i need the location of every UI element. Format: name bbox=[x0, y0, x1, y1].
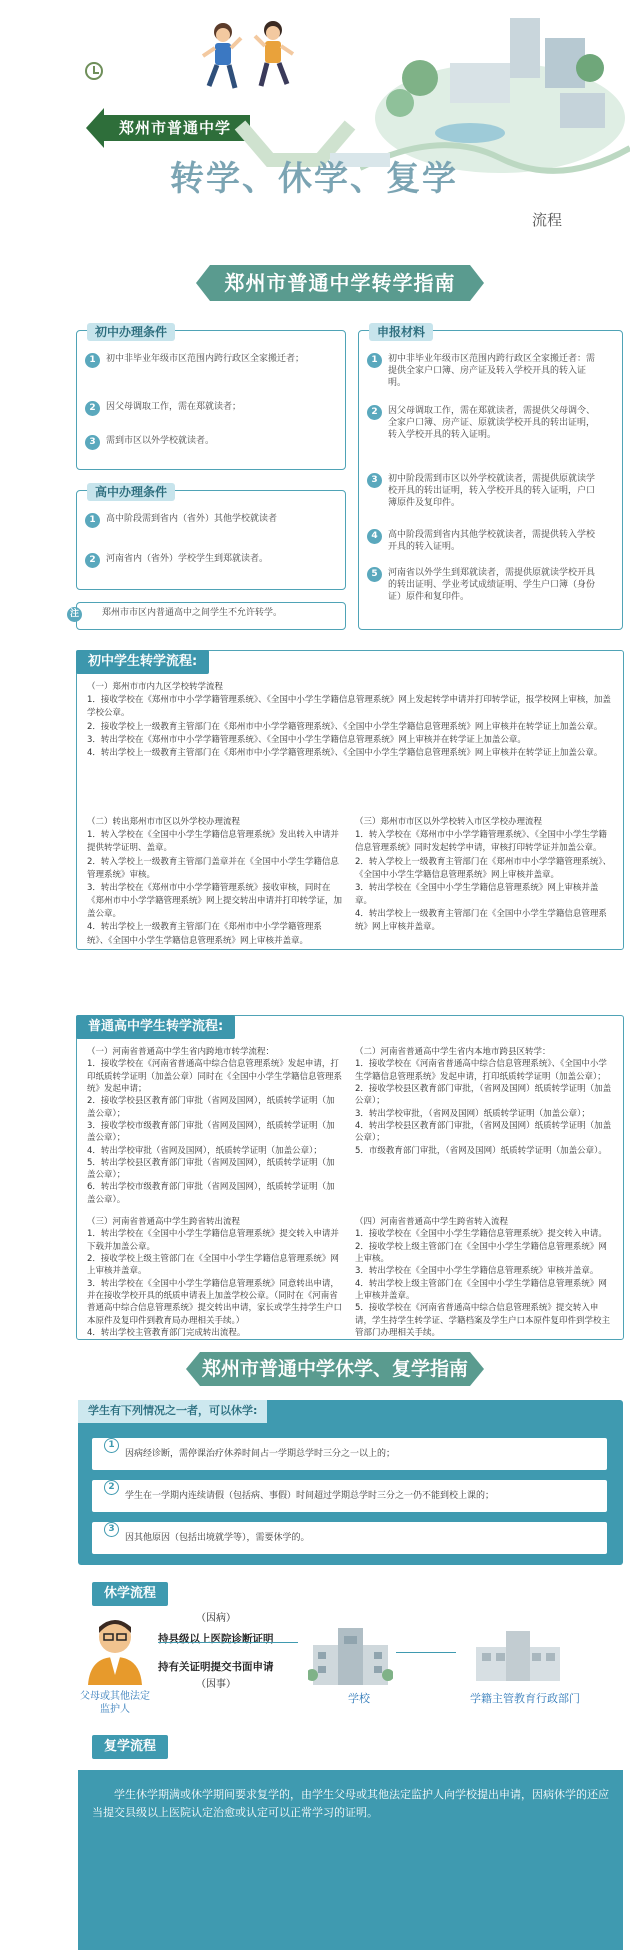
step-text: 6．转出学校市级教育部门审批（省网及国网），纸质转学证明（加盖公章）。 bbox=[87, 1182, 335, 1205]
doc-affairs: 持有关证明提交书面申请 bbox=[158, 1661, 274, 1673]
education-bureau-icon bbox=[468, 1625, 568, 1685]
step-text: 3．转出学校在《全国中小学生学籍信息管理系统》同意转出申请，并在接收学校开具的纸质申请表上加盖学校公章。（同时在《河南省普通高中综合信息管理系统》提交转出申请，家长或学生持学生户口本原件及复印件到教育局办理相关手续。） bbox=[87, 1278, 343, 1326]
school-building-icon bbox=[308, 1620, 393, 1690]
step-text: 1．接收学校在《河南省普通高中综合信息管理系统》、《全国中小学生学籍信息管理系统》发起申请，打印纸质转学证明（加盖公章）； bbox=[355, 1059, 607, 1082]
number-badge: 4 bbox=[367, 529, 382, 544]
senior-conditions-title: 高中办理条件 bbox=[87, 483, 175, 501]
step-text: 4．转出学校上一级教育主管部门在《郑州市中小学学籍管理系统》、《全国中小学生学籍信息管理系统》网上审核并在转学证上加盖公章。 bbox=[87, 747, 603, 758]
condition-item bbox=[92, 1480, 607, 1512]
number-badge: 2 bbox=[104, 1480, 119, 1495]
step-text: 2．转入学校上一级教育主管部门在《郑州市中小学学籍管理系统》、《全国中小学生学籍信息管理系统》网上审核并盖章。 bbox=[355, 856, 612, 880]
condition-text: 因其他原因（包括出境就学等），需要休学的。 bbox=[125, 1533, 310, 1543]
number-badge: 1 bbox=[104, 1438, 119, 1453]
senior-flow-sec1 bbox=[87, 1046, 342, 1206]
sec-title: （四）河南省普通高中学生跨省转入流程 bbox=[355, 1217, 509, 1227]
step-text: 1．转入学校在《全国中小学生学籍信息管理系统》发出转入申请并提供转学证明、盖章。 bbox=[87, 830, 339, 854]
dept-label: 学籍主管教育行政部门 bbox=[470, 1692, 580, 1705]
list-item bbox=[85, 513, 335, 528]
junior-flow-sec2 bbox=[87, 816, 342, 948]
note-text: 郑州市市区内普通高中之间学生不允许转学。 bbox=[102, 608, 283, 618]
flow-arrow-line bbox=[158, 1642, 298, 1643]
list-item-text: 初中阶段需到市区以外学校就读者，需提供原就读学校开具的转出证明，转入学校开具的转入证明，户口簿原件及复印件。 bbox=[388, 474, 596, 509]
leave-flow-title: 休学流程 bbox=[92, 1582, 168, 1606]
list-item-text: 高中阶段需到省内（省外）其他学校就读者 bbox=[106, 514, 278, 524]
sec-title: （一）河南省普通高中学生省内跨地市转学流程： bbox=[87, 1047, 275, 1057]
sec-title: （三）郑州市市区以外学校转入市区学校办理流程 bbox=[355, 817, 543, 827]
actor-label: 父母或其他法定监护人 bbox=[80, 1691, 150, 1715]
list-item-text: 河南省内（省外）学校学生到郑就读者。 bbox=[106, 554, 269, 564]
step-text: 2．接收学校县区教育部门审批，（省网及国网）纸质转学证明（加盖公章）； bbox=[355, 1083, 612, 1107]
list-item bbox=[367, 405, 617, 441]
step-text: 2．接收学校上级主管部门在《全国中小学生学籍信息管理系统》网上审核并盖章。 bbox=[87, 1253, 339, 1277]
list-item-text: 高中阶段需到省内其他学校就读者，需提供转入学校开具的转入证明。 bbox=[388, 530, 596, 553]
step-text: 3．转出学校在《郑州市中小学学籍管理系统》接收审核，同时在《郑州市中小学学籍管理系统》网上提交转出申请并打印转学证，加盖公章。 bbox=[87, 882, 343, 920]
condition-item bbox=[92, 1438, 607, 1470]
step-text: 5．市级教育部门审批，（省网及国网）纸质转学证明（加盖公章）。 bbox=[355, 1145, 607, 1156]
step-text: 4．转出学校上一级教育主管部门在《郑州市中小学学籍管理系统》、《全国中小学生学籍信息管理系统》网上审核并盖章。 bbox=[87, 922, 322, 946]
materials-box bbox=[358, 325, 623, 630]
condition-text: 学生在一学期内连续请假（包括病、事假）时间超过学期总学时三分之一仍不能到校上课的； bbox=[125, 1491, 495, 1501]
step-text: 1．接收学校在《河南省普通高中综合信息管理系统》发起申请，打印纸质转学证明（加盖公章）同时在《全国中小学生学籍信息管理系统》发起申请； bbox=[87, 1059, 343, 1094]
note bbox=[67, 607, 337, 622]
number-badge: 3 bbox=[104, 1522, 119, 1537]
step-text: 2．接收学校上一级教育主管部门在《郑州市中小学学籍管理系统》、《全国中小学生学籍信息管理系统》网上审核并在转学证上加盖公章。 bbox=[87, 721, 603, 732]
junior-conditions-box bbox=[76, 325, 346, 470]
senior-flow-section bbox=[76, 1015, 624, 1340]
condition-text: 因病经诊断，需停课治疗休养时间占一学期总学时三分之一以上的； bbox=[125, 1449, 396, 1459]
condition-item bbox=[92, 1522, 607, 1554]
list-item bbox=[367, 529, 617, 553]
step-text: 4．转出学校上级主管部门在《全国中小学生学籍信息管理系统》网上审核并盖章。 bbox=[355, 1278, 607, 1301]
list-item bbox=[85, 353, 335, 368]
number-badge: 2 bbox=[85, 553, 100, 568]
materials-title: 申报材料 bbox=[369, 323, 433, 341]
number-badge: 2 bbox=[85, 401, 100, 416]
number-badge: 2 bbox=[367, 405, 382, 420]
list-item bbox=[367, 567, 617, 603]
list-item-text: 需到市区以外学校就读者。 bbox=[106, 436, 215, 446]
list-item bbox=[367, 473, 617, 509]
step-text: 1．接收学校在《全国中小学生学籍信息管理系统》提交转入申请。 bbox=[355, 1229, 607, 1240]
sec-title: （二）河南省普通高中学生省内本地市跨县区转学： bbox=[355, 1047, 551, 1057]
junior-flow-sec1 bbox=[87, 681, 612, 760]
step-text: 3．转出学校审批，（省网及国网）纸质转学证明（加盖公章）； bbox=[355, 1108, 590, 1119]
return-flow-title: 复学流程 bbox=[92, 1735, 168, 1759]
school-banner: 郑州市普通中学 bbox=[100, 115, 250, 141]
doc-illness: 持县级以上医院诊断证明 bbox=[158, 1633, 274, 1645]
number-badge: 3 bbox=[367, 473, 382, 488]
senior-flow-sec4 bbox=[355, 1216, 613, 1339]
step-text: 4．转出学校主管教育部门完成转出流程。 bbox=[87, 1327, 246, 1338]
number-badge: 3 bbox=[85, 435, 100, 450]
junior-conditions-title: 初中办理条件 bbox=[87, 323, 175, 341]
senior-flow-title: 普通高中学生转学流程: bbox=[76, 1015, 235, 1039]
step-text: 1．转入学校在《郑州市中小学学籍管理系统》、《全国中小学生学籍信息管理系统》同时发起转学申请，审核打印转学证并加盖公章。 bbox=[355, 830, 607, 854]
list-item bbox=[85, 401, 335, 416]
list-item bbox=[367, 353, 617, 389]
number-badge: 1 bbox=[85, 353, 100, 368]
step-text: 2．转入学校上一级教育主管部门盖章并在《全国中小学生学籍信息管理系统》审核。 bbox=[87, 856, 339, 880]
senior-conditions-box bbox=[76, 485, 346, 590]
campus-illustration bbox=[360, 8, 630, 178]
junior-flow-title: 初中学生转学流程: bbox=[76, 650, 209, 674]
list-item-text: 因父母调取工作，需在郑就读者，需提供父母调令、全家户口簿、房产证、原就读学校开具的转出证明，转入学校开具的转入证明。 bbox=[388, 406, 596, 441]
sec-title: （三）河南省普通高中学生跨省转出流程 bbox=[87, 1217, 241, 1227]
note-badge: 注 bbox=[67, 607, 82, 622]
transfer-guide-title: 郑州市普通中学转学指南 bbox=[210, 265, 470, 301]
leave-conditions-box bbox=[78, 1400, 623, 1565]
sec-title: （一）郑州市市内九区学校转学流程 bbox=[87, 682, 224, 692]
number-badge: 1 bbox=[367, 353, 382, 368]
step-text: 1．转出学校在《全国中小学生学籍信息管理系统》提交转入申请并下载并加盖公章。 bbox=[87, 1229, 339, 1252]
step-text: 5．接收学校在《河南省普通高中综合信息管理系统》提交转入申请，学生持学生转学证、学籍档案及学生户口本原件复印件到学校主管部门办理相关手续。 bbox=[355, 1303, 611, 1338]
senior-flow-sec3 bbox=[87, 1216, 342, 1339]
step-text: 3．转出学校在《全国中小学生学籍信息管理系统》网上审核并盖章。 bbox=[355, 882, 599, 907]
header-illustration bbox=[0, 0, 641, 255]
main-subtitle: 流程 bbox=[532, 211, 563, 229]
list-item-text: 初中非毕业年级市区范围内跨行政区全家搬迁者； bbox=[106, 354, 305, 364]
school-label: 学校 bbox=[348, 1692, 370, 1705]
number-badge: 1 bbox=[85, 513, 100, 528]
sec-title: （二）转出郑州市市区以外学校办理流程 bbox=[87, 817, 241, 827]
parent-icon bbox=[80, 1615, 150, 1685]
step-text: 3．转出学校在《全国中小学生学籍信息管理系统》审核并盖章。 bbox=[355, 1266, 599, 1277]
return-flow-box bbox=[78, 1770, 623, 1950]
number-badge: 5 bbox=[367, 567, 382, 582]
return-flow-text: 学生休学期满或休学期间要求复学的，由学生父母或其他法定监护人向学校提出申请，因病休学的还应当提交县级以上医院认定治愈或认定可以正常学习的证明。 bbox=[92, 1788, 609, 1820]
leave-guide-title: 郑州市普通中学休学、复学指南 bbox=[200, 1352, 470, 1386]
reason-illness: （因病） bbox=[196, 1613, 236, 1624]
step-text: 2．接收学校县区教育部门审批（省网及国网），纸质转学证明（加盖公章）； bbox=[87, 1096, 335, 1119]
step-text: 3．接收学校市级教育部门审批（省网及国网），纸质转学证明（加盖公章）； bbox=[87, 1120, 335, 1144]
step-text: 3．转出学校在《郑州市中小学学籍管理系统》、《全国中小学生学籍信息管理系统》网上审核并在转学证上加盖公章。 bbox=[87, 734, 526, 745]
step-text: 4．转出学校审批（省网及国网），纸质转学证明（加盖公章）； bbox=[87, 1145, 322, 1156]
running-students-illustration bbox=[195, 18, 305, 98]
flow-arrow-line bbox=[396, 1652, 456, 1653]
list-item-text: 因父母调取工作，需在郑就读者； bbox=[106, 402, 242, 412]
step-text: 4．转出学校上一级教育主管部门在《全国中小学生学籍信息管理系统》网上审核并盖章。 bbox=[355, 909, 607, 933]
list-item bbox=[85, 553, 335, 568]
step-text: 1．接收学校在《郑州市中小学学籍管理系统》、《全国中小学生学籍信息管理系统》网上发起转学申请并打印转学证，报学校网上审核，加盖学校公章。 bbox=[87, 695, 611, 719]
list-item bbox=[85, 435, 335, 450]
clock-icon bbox=[85, 62, 103, 80]
note-box bbox=[69, 602, 346, 630]
leave-conditions-title: 学生有下列情况之一者，可以休学: bbox=[78, 1400, 267, 1423]
list-item-text: 初中非毕业年级市区范围内跨行政区全家搬迁者：需提供全家户口簿、房产证及转入学校开具的转入证明。 bbox=[388, 354, 596, 389]
junior-flow-sec3 bbox=[355, 816, 613, 935]
senior-flow-sec2 bbox=[355, 1046, 613, 1157]
reason-affairs: （因事） bbox=[196, 1679, 236, 1690]
step-text: 5．转出学校县区教育部门审批（省网及国网），纸质转学证明（加盖公章）； bbox=[87, 1157, 335, 1181]
main-title: 转学、休学、复学 bbox=[170, 159, 458, 199]
step-text: 2．接收学校上级主管部门在《全国中小学生学籍信息管理系统》网上审核。 bbox=[355, 1241, 607, 1264]
list-item-text: 河南省以外学生到郑就读者，需提供原就读学校开具的转出证明、学业考试成绩证明、学生户口簿（身份证）原件和复印件。 bbox=[388, 568, 596, 603]
step-text: 4．转出学校县区教育部门审批，（省网及国网）纸质转学证明（加盖公章）； bbox=[355, 1120, 612, 1144]
junior-flow-section bbox=[76, 650, 624, 950]
